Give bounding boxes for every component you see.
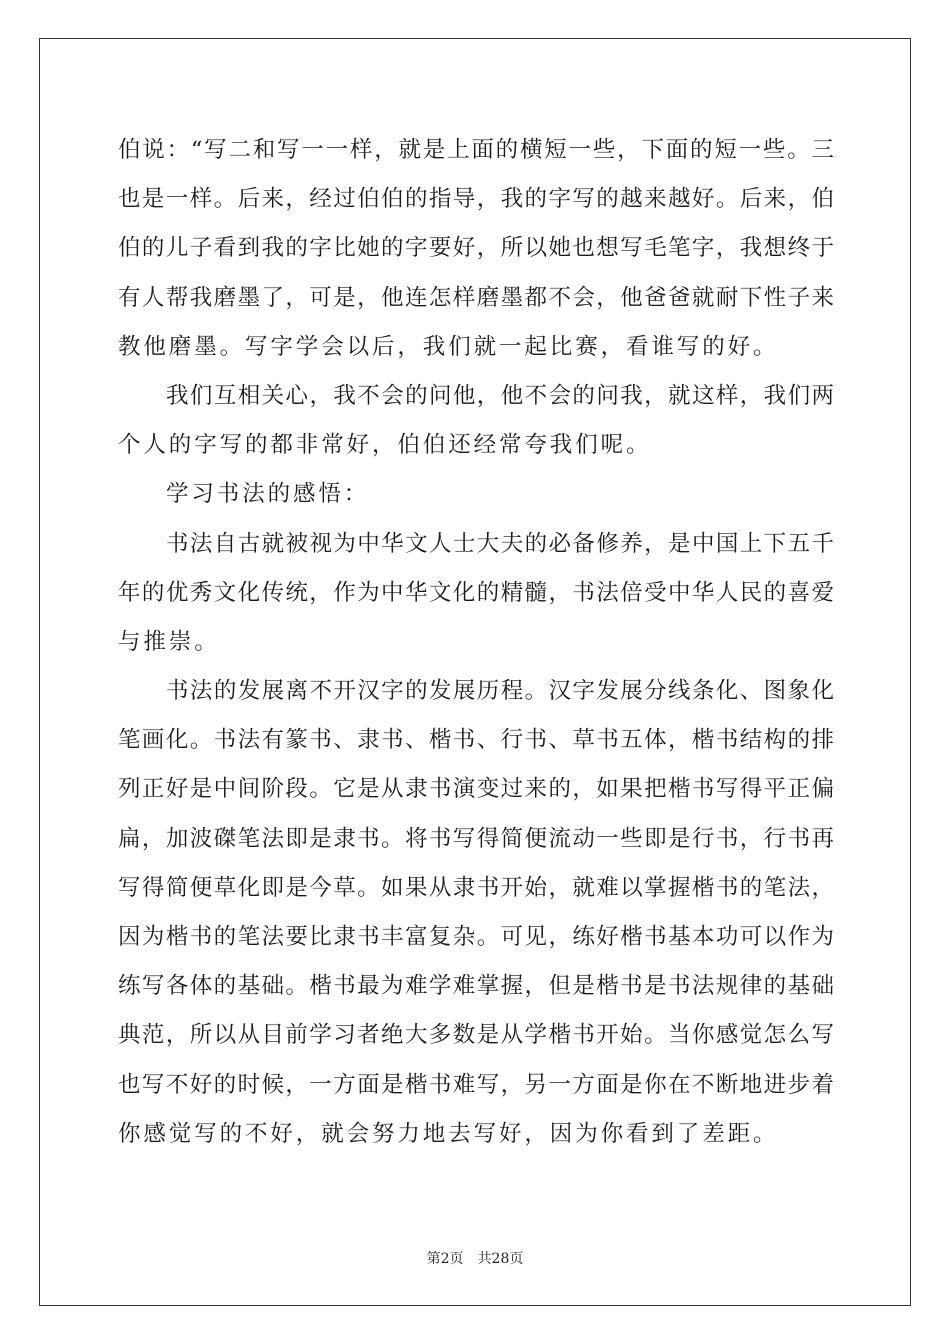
- text-line: 典范，所以从目前学习者绝大多数是从学楷书开始。当你感觉怎么写: [118, 1022, 834, 1049]
- text-line: 写得简便草化即是今草。如果从隶书开始，就难以掌握楷书的笔法，: [118, 874, 834, 901]
- text-line: 列正好是中间阶段。它是从隶书演变过来的，如果把楷书写得平正偏: [118, 776, 834, 803]
- current-page-number: 第2页: [426, 1251, 464, 1267]
- document-body: [118, 126, 834, 1159]
- text-line: 学习书法的感悟：: [166, 481, 370, 508]
- text-line: 扁，加波磔笔法即是隶书。将书写得简便流动一些即是行书，行书再: [118, 825, 834, 852]
- text-line: 也写不好的时候，一方面是楷书难写，另一方面是你在不断地进步着: [118, 1071, 834, 1098]
- text-line: 练写各体的基础。楷书最为难学难掌握，但是楷书是书法规律的基础: [118, 973, 834, 1000]
- text-line: 伯说：“写二和写一一样，就是上面的横短一些，下面的短一些。三: [118, 137, 834, 163]
- text-line: 书法的发展离不开汉字的发展历程。汉字发展分线条化、图象化: [166, 678, 834, 705]
- text-line: 因为楷书的笔法要比隶书丰富复杂。可见，练好楷书基本功可以作为: [118, 924, 834, 950]
- text-line: 教他磨墨。写字学会以后，我们就一起比赛，看谁写的好。: [118, 333, 779, 360]
- text-line: 笔画化。书法有篆书、隶书、楷书、行书、草书五体，楷书结构的排: [118, 727, 834, 754]
- text-line: 我们互相关心，我不会的问他，他不会的问我，就这样，我们两: [166, 382, 834, 409]
- text-line: 年的优秀文化传统，作为中华文化的精髓，书法倍受中华人民的喜爱: [118, 579, 834, 606]
- text-line: 与推崇。: [118, 628, 220, 655]
- text-line: 书法自古就被视为中华文人士大夫的必备修养，是中国上下五千: [166, 530, 834, 557]
- text-line: 有人帮我磨墨了，可是，他连怎样磨墨都不会，他爸爸就耐下性子来: [118, 284, 834, 311]
- text-line: 也是一样。后来，经过伯伯的指导，我的字写的越来越好。后来，伯: [118, 186, 834, 213]
- page-footer: [0, 1248, 950, 1268]
- text-line: 伯的儿子看到我的字比她的字要好，所以她也想写毛笔字，我想终于: [118, 235, 834, 262]
- total-page-count: 共28页: [477, 1251, 524, 1267]
- text-line: 你感觉写的不好，就会努力地去写好，因为你看到了差距。: [118, 1120, 779, 1147]
- text-line: 个人的字写的都非常好，伯伯还经常夸我们呢。: [118, 432, 652, 459]
